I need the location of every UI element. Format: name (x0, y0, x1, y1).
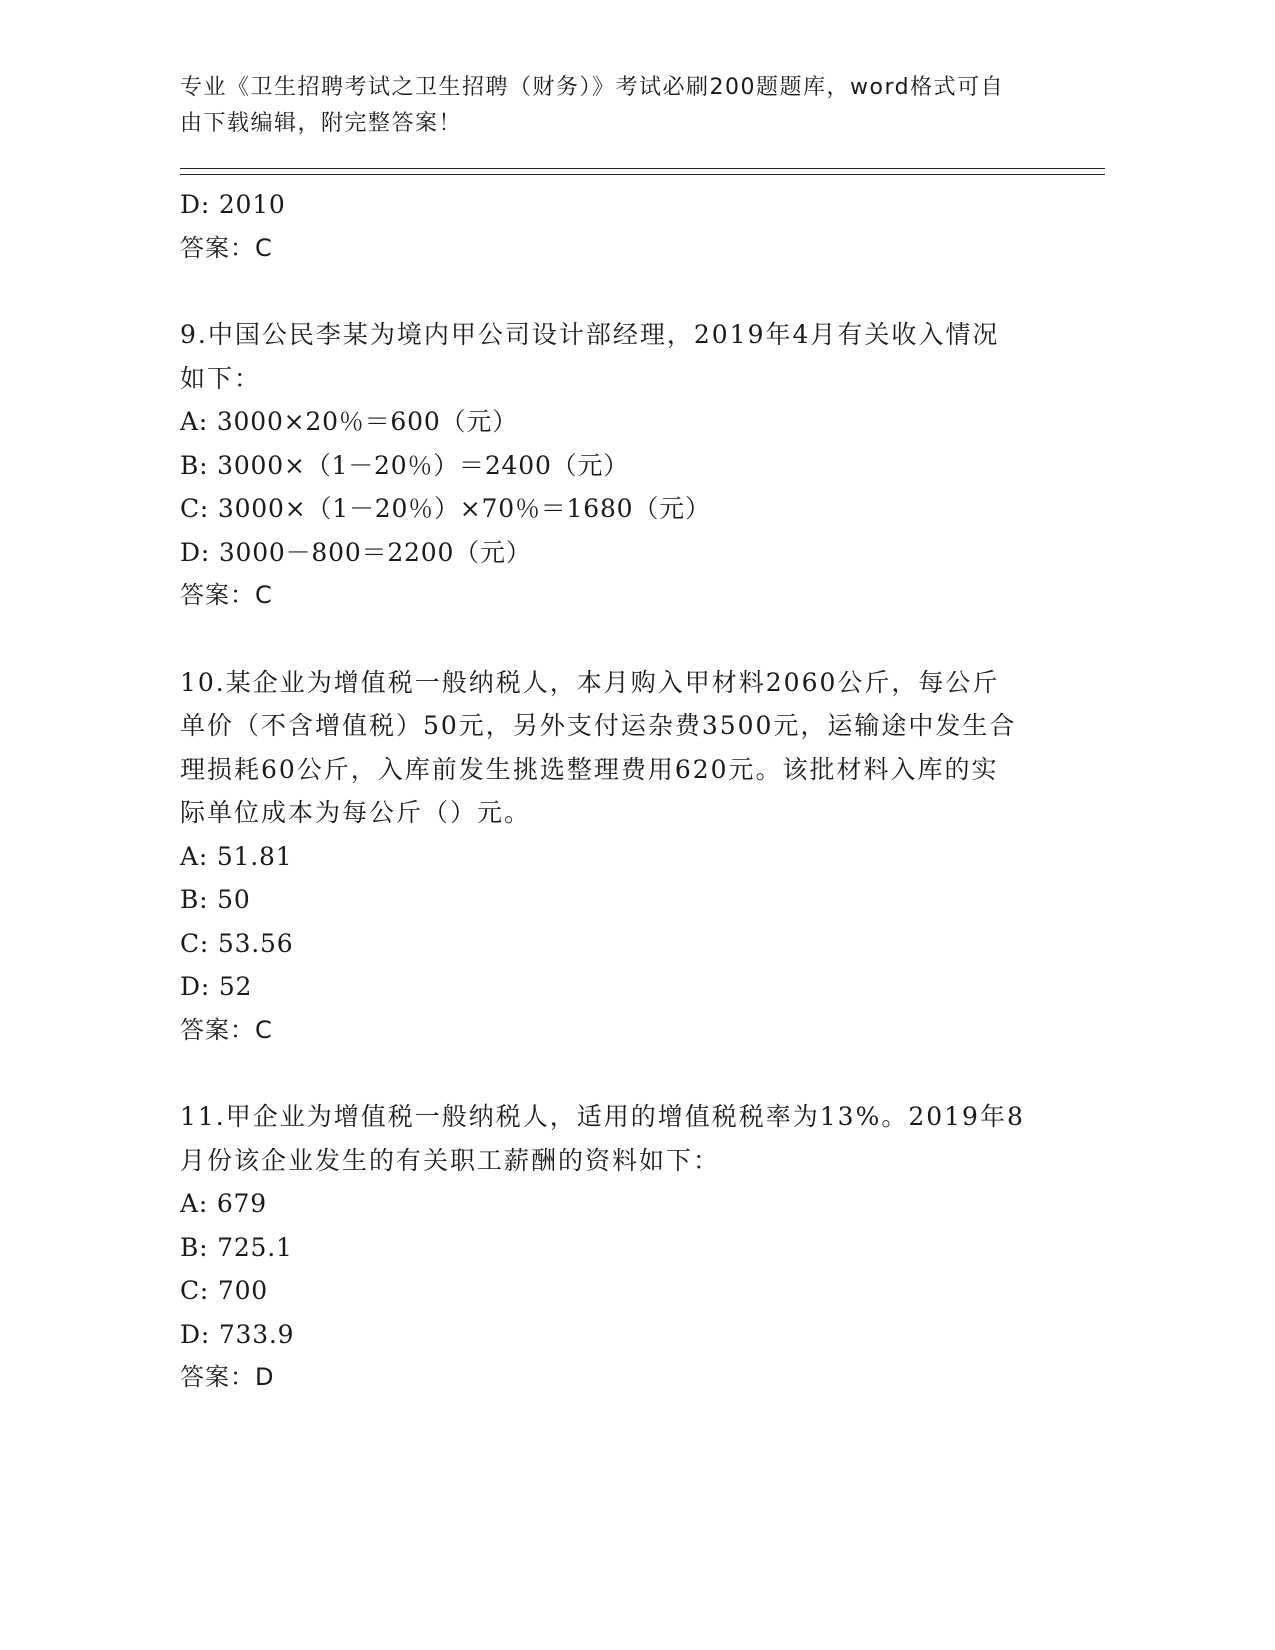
option-d: D: 2010 (180, 190, 286, 219)
option-b: B: 725.1 (180, 1232, 293, 1262)
question-text-line: 9.中国公民李某为境内甲公司设计部经理，2019年4月有关收入情况 (180, 320, 1000, 349)
answer: 答案：C (180, 1015, 273, 1044)
option-d: D: 3000－800＝2200（元） (180, 537, 532, 567)
header-line-2: 由下载编辑，附完整答案！ (180, 111, 463, 136)
spacer (180, 270, 1040, 313)
question-10 (180, 661, 1040, 1053)
question-text-line: 如下： (180, 363, 262, 393)
spacer (180, 1052, 1040, 1095)
question-text-line: 10.某企业为增值税一般纳税人，本月购入甲材料2060公斤，每公斤 (180, 667, 1000, 697)
option-c: C: 53.56 (180, 928, 294, 958)
answer: 答案：C (180, 233, 273, 262)
option-c: C: 3000×（1－20％）×70％＝1680（元） (180, 494, 711, 523)
header-rule-top (180, 168, 1105, 169)
option-a: A: 51.81 (180, 841, 293, 871)
spacer (180, 618, 1040, 661)
option-b: B: 3000×（1－20％）＝2400（元） (180, 450, 630, 480)
question-text-line: 际单位成本为每公斤（）元。 (180, 798, 532, 827)
question-text-line: 理损耗60公斤，入库前发生挑选整理费用620元。该批材料入库的实 (180, 754, 999, 784)
question-text-line: 11.甲企业为增值税一般纳税人，适用的增值税税率为13%。2019年8 (180, 1102, 1025, 1131)
question-8-tail (180, 183, 1040, 270)
question-list (180, 183, 1040, 1400)
page-header (180, 70, 1040, 142)
option-b: B: 50 (180, 885, 251, 914)
answer: 答案：C (180, 581, 273, 609)
option-c: C: 700 (180, 1276, 269, 1305)
option-a: A: 679 (180, 1189, 267, 1218)
option-a: A: 3000×20％＝600（元） (180, 407, 518, 436)
option-d: D: 733.9 (180, 1319, 295, 1349)
question-9 (180, 313, 1040, 618)
header-line-1: 专业《卫生招聘考试之卫生招聘（财务）》考试必刷200题题库，word格式可自 (180, 75, 1005, 100)
answer: 答案：D (180, 1363, 275, 1391)
question-11 (180, 1095, 1040, 1400)
option-d: D: 52 (180, 972, 253, 1001)
question-text-line: 单价（不含增值税）50元，另外支付运杂费3500元，运输途中发生合 (180, 711, 1017, 740)
question-text-line: 月份该企业发生的有关职工薪酬的资料如下： (180, 1145, 721, 1175)
header-rule-bottom (180, 174, 1105, 175)
